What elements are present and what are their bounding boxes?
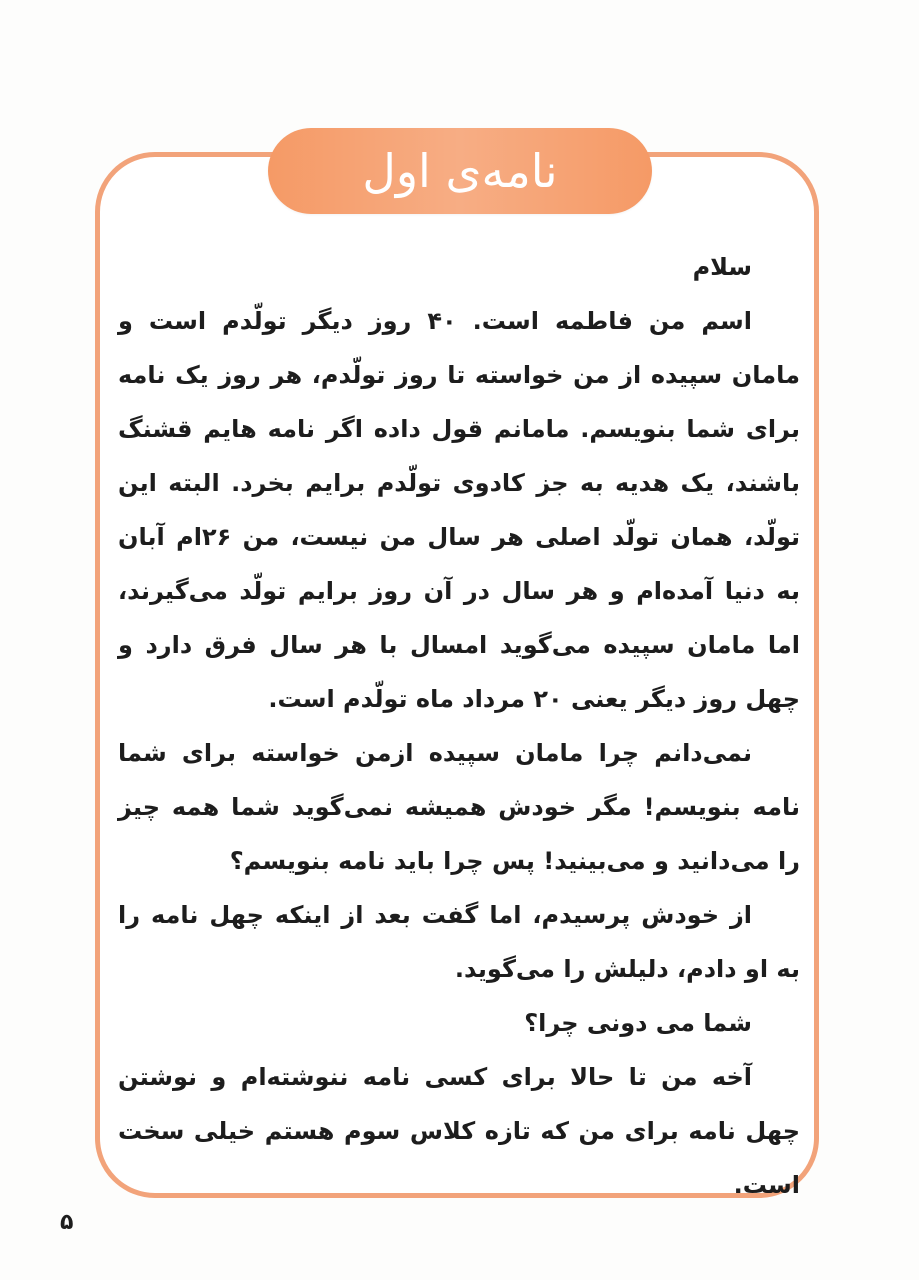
paragraph-question: نمی‌دانم چرا مامان سپیده ازمن خواسته برای شما نامه بنویسم! مگر خودش همیشه نمی‌گوید شما همه چیز را می‌دانید و می‌بینید! پس چرا باید نامه بنویسم؟: [118, 739, 800, 875]
page-title: نامه‌ی اول: [362, 144, 558, 198]
paragraph-closing: آخه من تا حالا برای کسی نامه ننوشته‌ام و نوشتن چهل نامه برای من که تازه کلاس سوم هستم خیلی سخت است.: [118, 1063, 800, 1199]
title-banner: [268, 128, 652, 214]
paragraph-intro: اسم من فاطمه است. ۴۰ روز دیگر تولّدم است و مامان سپیده از من خواسته تا روز تولّدم، هر روز یک نامه برای شما بنویسم. مامانم قول داده اگر نامه هایم قشنگ باشند، یک هدیه به جز کادوی تولّدم برایم بخرد. البته این تولّد، همان تولّد اصلی هر سال من نیست، من ۲۶ام آبان به دنیا آمده‌ام و هر سال در آن روز برایم تولّد می‌گیرند، اما مامان سپیده می‌گوید امسال با هر سال فرق دارد و چهل روز دیگر یعنی ۲۰ مرداد ماه تولّدم است.: [118, 307, 800, 713]
paragraph-do-you-know: شما می دونی چرا؟: [524, 1009, 752, 1037]
letter-body: [118, 240, 800, 1212]
paragraph-greeting: سلام: [692, 253, 752, 281]
paragraph-asked: از خودش پرسیدم، اما گفت بعد از اینکه چهل نامه را به او دادم، دلیلش را می‌گوید.: [118, 901, 800, 983]
page-number: ۵: [60, 1210, 74, 1235]
